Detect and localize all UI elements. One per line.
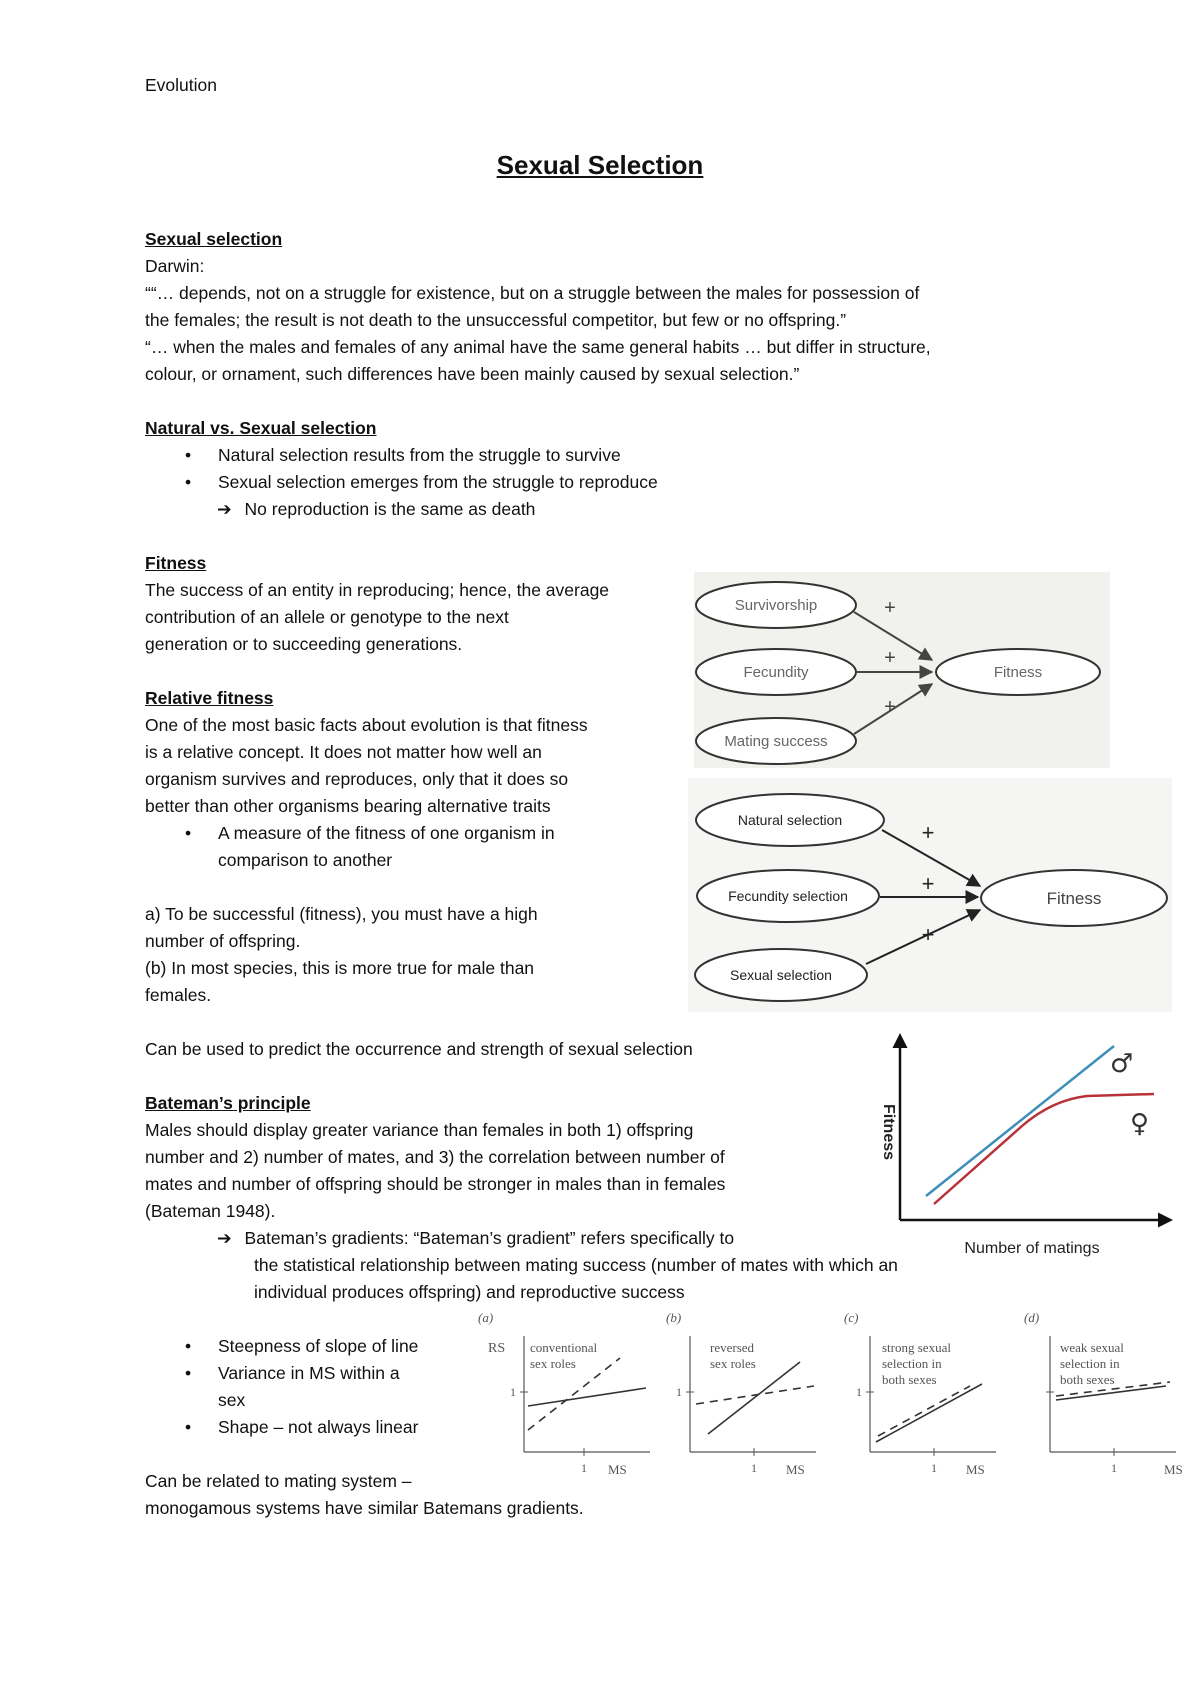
- relative-fitness-line: organism survives and reproduces, only that it does so: [145, 769, 569, 789]
- section-heading-fitness: Fitness: [145, 553, 207, 573]
- dashed-gradient-line: [878, 1386, 970, 1436]
- bateman-line: number and 2) number of mates, and 3) the correlation between number of: [145, 1147, 725, 1167]
- male-symbol: ♂: [1110, 1049, 1134, 1079]
- ms-axis-label: MS: [786, 1462, 805, 1477]
- solid-gradient-line: [708, 1362, 800, 1434]
- fitness-label: Fitness: [993, 664, 1043, 681]
- selection-types-diagram: [688, 778, 1172, 1012]
- panel-caption: strong sexual: [882, 1340, 951, 1355]
- x-tick-label: 1: [581, 1461, 587, 1475]
- y-tick-label: 1: [856, 1385, 862, 1399]
- bateman-line: Males should display greater variance than females in both 1) offspring: [145, 1120, 694, 1140]
- plus-sign: +: [884, 647, 896, 669]
- panel-caption: reversed: [710, 1340, 755, 1355]
- gradient-panel-a: [478, 1310, 650, 1477]
- x-tick-label: 1: [1111, 1461, 1117, 1475]
- darwin-attribution: Darwin:: [145, 256, 205, 276]
- note-line: a) To be successful (fitness), you must have a high: [145, 904, 538, 924]
- panel-caption: sex roles: [530, 1356, 576, 1371]
- panel-caption: conventional: [530, 1340, 598, 1355]
- survivorship-label: Survivorship: [734, 597, 818, 614]
- section-heading-sexual-selection: Sexual selection: [145, 229, 283, 249]
- darwin-quote-line: the females; the result is not death to the unsuccessful competitor, but few or no offspring.”: [145, 310, 847, 330]
- prediction-line: Can be used to predict the occurrence and strength of sexual selection: [145, 1039, 693, 1059]
- darwin-quote-line: ““… depends, not on a struggle for existence, but on a struggle between the males for possession of: [145, 283, 920, 303]
- male-line: [926, 1046, 1114, 1196]
- plus-sign: +: [884, 597, 896, 619]
- sexual-selection-label: Sexual selection: [730, 967, 832, 983]
- bullet-icon: •: [185, 823, 192, 843]
- natural-selection-label: Natural selection: [737, 812, 843, 828]
- section-heading-relative-fitness: Relative fitness: [145, 688, 274, 708]
- dashed-gradient-line: [696, 1386, 814, 1404]
- y-tick-label: 1: [676, 1385, 682, 1399]
- section-heading-natural-vs-sexual: Natural vs. Sexual selection: [145, 418, 377, 438]
- panel-caption: both sexes: [1060, 1372, 1115, 1387]
- ms-axis-label: MS: [1164, 1462, 1183, 1477]
- x-axis-label: Number of matings: [964, 1240, 1100, 1257]
- bullet-icon: •: [185, 445, 192, 465]
- bullet-icon: •: [185, 1336, 192, 1356]
- right-arrow-icon: ➔: [217, 499, 232, 519]
- panel-caption: selection in: [882, 1356, 942, 1371]
- relative-fitness-line: is a relative concept. It does not matter how well an: [145, 742, 542, 762]
- panel-caption: selection in: [1060, 1356, 1120, 1371]
- closing-line: Can be related to mating system –: [145, 1471, 412, 1491]
- ms-axis-label: MS: [608, 1462, 627, 1477]
- ms-axis-label: MS: [966, 1462, 985, 1477]
- x-tick-label: 1: [931, 1461, 937, 1475]
- panel-caption: weak sexual: [1060, 1340, 1124, 1355]
- plus-sign: +: [921, 820, 935, 845]
- closing-line: monogamous systems have similar Batemans gradients.: [145, 1498, 584, 1518]
- solid-gradient-line: [1056, 1386, 1166, 1400]
- darwin-quote-line: “… when the males and females of any animal have the same general habits … but differ in structure,: [145, 337, 931, 357]
- bateman-line: (Bateman 1948).: [145, 1201, 276, 1221]
- fitness-definition-line: contribution of an allele or genotype to the next: [145, 607, 509, 627]
- panel-tag: (c): [844, 1310, 859, 1325]
- section-heading-batemans-principle: Bateman’s principle: [145, 1093, 311, 1113]
- plus-sign: +: [921, 871, 935, 896]
- note-line: (b) In most species, this is more true for male than: [145, 958, 535, 978]
- panel-tag: (d): [1024, 1310, 1040, 1325]
- panel-tag: (a): [478, 1310, 494, 1325]
- mating-success-label: Mating success: [724, 733, 828, 750]
- relative-fitness-line: better than other organisms bearing alternative traits: [145, 796, 551, 816]
- panel-caption: both sexes: [882, 1372, 937, 1387]
- bateman-gradient-panels: [470, 1308, 1188, 1498]
- bateman-fitness-chart: [862, 1028, 1182, 1260]
- gradient-panel-d: [1024, 1310, 1183, 1477]
- panel-tag: (b): [666, 1310, 682, 1325]
- plus-sign: +: [921, 922, 935, 947]
- female-symbol: ♀: [1130, 1109, 1150, 1139]
- rs-axis-label: RS: [488, 1341, 506, 1356]
- female-curve: [934, 1094, 1154, 1204]
- right-arrow-icon: ➔: [217, 1228, 232, 1248]
- note-line: number of offspring.: [145, 931, 301, 951]
- fitness-components-diagram: [694, 572, 1110, 768]
- relative-fitness-line: One of the most basic facts about evolution is that fitness: [145, 715, 588, 735]
- arrow-point-continued: the statistical relationship between mating success (number of mates with which an: [254, 1255, 898, 1275]
- fitness-label: Fitness: [1046, 889, 1102, 908]
- bullet-icon: •: [185, 1363, 192, 1383]
- note-line: females.: [145, 985, 212, 1005]
- x-tick-label: 1: [751, 1461, 757, 1475]
- page-title: Sexual Selection: [496, 150, 704, 180]
- y-tick-label: 1: [510, 1385, 516, 1399]
- solid-gradient-line: [876, 1384, 982, 1442]
- bateman-line: mates and number of offspring should be stronger in males than in females: [145, 1174, 726, 1194]
- bullet-icon: •: [185, 472, 192, 492]
- fecundity-selection-label: Fecundity selection: [728, 888, 848, 904]
- y-axis-label: Fitness: [880, 1103, 897, 1161]
- arrow-point: ➔ Bateman’s gradients: “Bateman’s gradient” refers specifically to: [217, 1228, 735, 1248]
- darwin-quote-line: colour, or ornament, such differences have been mainly caused by sexual selection.”: [145, 364, 800, 384]
- arrow-point: ➔ No reproduction is the same as death: [217, 499, 536, 519]
- running-header: Evolution: [145, 75, 217, 95]
- gradient-panel-c: [844, 1310, 996, 1477]
- gradient-panel-b: [666, 1310, 816, 1477]
- fitness-definition-line: The success of an entity in reproducing; hence, the average: [145, 580, 610, 600]
- arrow-point-continued: individual produces offspring) and reproductive success: [254, 1282, 685, 1302]
- panel-caption: sex roles: [710, 1356, 756, 1371]
- solid-gradient-line: [528, 1388, 646, 1406]
- fitness-definition-line: generation or to succeeding generations.: [145, 634, 463, 654]
- fecundity-label: Fecundity: [743, 664, 809, 681]
- bullet-icon: •: [185, 1417, 192, 1437]
- plus-sign: +: [884, 696, 896, 718]
